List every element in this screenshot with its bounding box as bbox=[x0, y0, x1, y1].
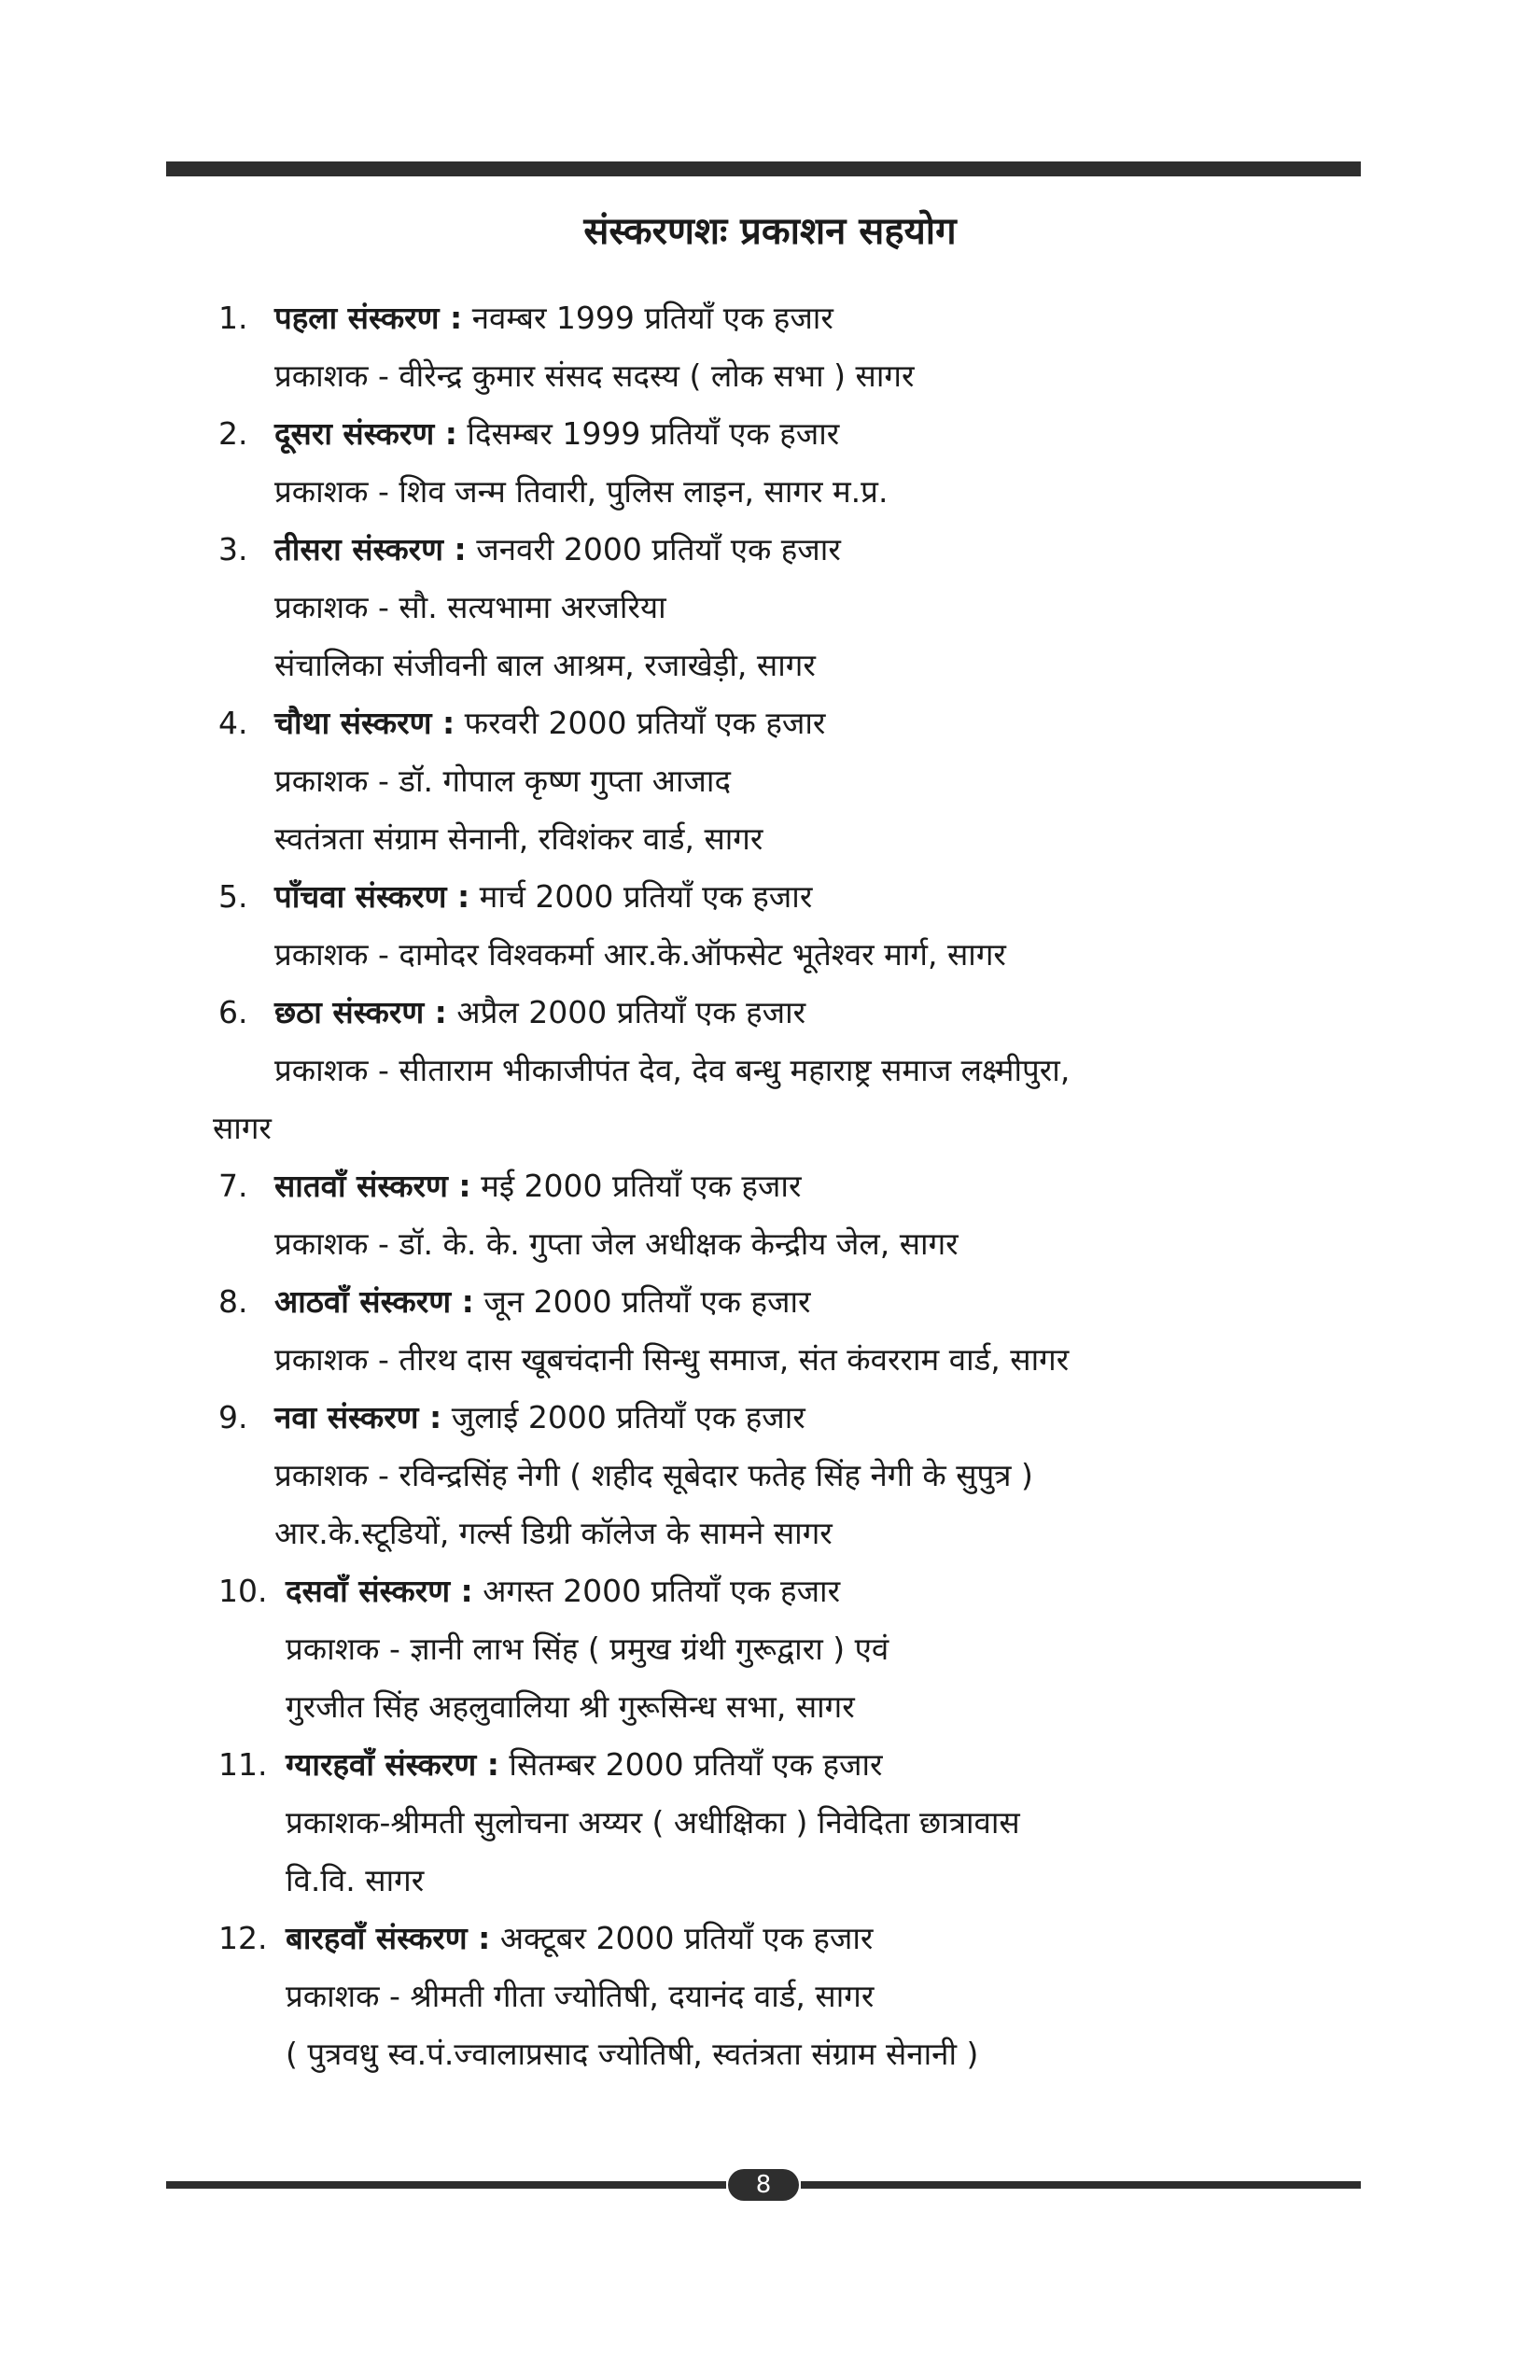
entry-detail: प्रकाशक - रविन्द्रसिंह नेगी ( शहीद सूबेदार फतेह सिंह नेगी के सुपुत्र ) bbox=[274, 1457, 1033, 1493]
entry-info: दिसम्बर 1999 प्रतियाँ एक हजार bbox=[467, 415, 840, 452]
entry-info: मई 2000 प्रतियाँ एक हजार bbox=[481, 1168, 802, 1204]
edition-entry-7 bbox=[218, 1157, 1338, 1273]
entry-number: 2. bbox=[218, 415, 248, 452]
edition-entry-2 bbox=[218, 405, 1338, 521]
footer-rule-right bbox=[801, 2181, 1361, 2189]
entry-info: जून 2000 प्रतियाँ एक हजार bbox=[483, 1283, 811, 1320]
entry-title: दसवाँ संस्करण : bbox=[286, 1573, 473, 1609]
entry-title: तीसरा संस्करण : bbox=[274, 531, 467, 567]
entry-detail: स्वतंत्रता संग्राम सेनानी, रविशंकर वार्ड, सागर bbox=[274, 820, 763, 857]
entry-detail: संचालिका संजीवनी बाल आश्रम, रजाखेड़ी, सागर bbox=[274, 647, 816, 683]
entry-detail: प्रकाशक - डॉ. गोपाल कृष्ण गुप्ता आजाद bbox=[274, 763, 731, 799]
entry-title: आठवाँ संस्करण : bbox=[274, 1283, 474, 1320]
entry-detail-continuation: सागर bbox=[213, 1110, 272, 1146]
entry-info: मार्च 2000 प्रतियाँ एक हजार bbox=[479, 878, 813, 915]
edition-entry-6 bbox=[213, 984, 1338, 1157]
entry-number: 10. bbox=[218, 1573, 268, 1609]
entry-detail: गुरजीत सिंह अहलुवालिया श्री गुरूसिन्ध सभा, सागर bbox=[286, 1688, 855, 1725]
entry-title: पहला संस्करण : bbox=[274, 300, 463, 336]
entry-info: नवम्बर 1999 प्रतियाँ एक हजार bbox=[471, 300, 833, 336]
entry-detail: आर.के.स्टूडियों, गर्ल्स डिग्री कॉलेज के सामने सागर bbox=[274, 1515, 833, 1551]
entry-info: अगस्त 2000 प्रतियाँ एक हजार bbox=[483, 1573, 841, 1609]
entry-detail: प्रकाशक-श्रीमती सुलोचना अय्यर ( अधीक्षिका ) निवेदिता छात्रावास bbox=[286, 1804, 1020, 1841]
entry-title: बारहवाँ संस्करण : bbox=[286, 1920, 491, 1956]
entry-number: 4. bbox=[218, 705, 248, 741]
entry-info: सितम्बर 2000 प्रतियाँ एक हजार bbox=[509, 1746, 883, 1783]
entry-title: सातवाँ संस्करण : bbox=[274, 1168, 471, 1204]
footer-rule-left bbox=[166, 2181, 726, 2189]
entry-detail: प्रकाशक - श्रीमती गीता ज्योतिषी, दयानंद वार्ड, सागर bbox=[286, 1978, 875, 2014]
entry-number: 1. bbox=[218, 300, 248, 336]
entry-detail: ( पुत्रवधु स्व.पं.ज्वालाप्रसाद ज्योतिषी, स्वतंत्रता संग्राम सेनानी ) bbox=[286, 2036, 979, 2072]
entry-number: 8. bbox=[218, 1283, 248, 1320]
entry-info: फरवरी 2000 प्रतियाँ एक हजार bbox=[464, 705, 826, 741]
edition-list bbox=[213, 289, 1338, 2083]
page-number-badge: 8 bbox=[728, 2169, 799, 2201]
entry-detail: प्रकाशक - ज्ञानी लाभ सिंह ( प्रमुख ग्रंथी गुरूद्वारा ) एवं bbox=[286, 1631, 889, 1667]
entry-title: पाँचवा संस्करण : bbox=[274, 878, 470, 915]
entry-number: 9. bbox=[218, 1399, 248, 1435]
entry-number: 11. bbox=[218, 1746, 268, 1783]
entry-title: नवा संस्करण : bbox=[274, 1399, 442, 1435]
edition-entry-10 bbox=[218, 1562, 1338, 1736]
top-rule bbox=[166, 161, 1361, 176]
entry-detail: वि.वि. सागर bbox=[286, 1862, 425, 1898]
entry-title: ग्यारहवाँ संस्करण : bbox=[286, 1746, 499, 1783]
entry-number: 6. bbox=[218, 994, 248, 1030]
edition-entry-1 bbox=[218, 289, 1338, 405]
entry-detail: प्रकाशक - शिव जन्म तिवारी, पुलिस लाइन, सागर म.प्र. bbox=[274, 473, 889, 510]
entry-number: 3. bbox=[218, 531, 248, 567]
edition-entry-5 bbox=[218, 868, 1338, 984]
entry-title: चौथा संस्करण : bbox=[274, 705, 455, 741]
edition-entry-8 bbox=[218, 1273, 1338, 1389]
entry-number: 5. bbox=[218, 878, 248, 915]
entry-detail: प्रकाशक - सीताराम भीकाजीपंत देव, देव बन्धु महाराष्ट्र समाज लक्ष्मीपुरा, bbox=[274, 1052, 1071, 1088]
entry-detail: प्रकाशक - तीरथ दास खूबचंदानी सिन्धु समाज, संत कंवरराम वार्ड, सागर bbox=[274, 1341, 1070, 1378]
edition-entry-4 bbox=[218, 694, 1338, 868]
entry-info: जुलाई 2000 प्रतियाँ एक हजार bbox=[451, 1399, 805, 1435]
entry-title: दूसरा संस्करण : bbox=[274, 415, 457, 452]
entry-number: 12. bbox=[218, 1920, 268, 1956]
edition-entry-3 bbox=[218, 521, 1338, 694]
entry-detail: प्रकाशक - वीरेन्द्र कुमार संसद सदस्य ( लोक सभा ) सागर bbox=[274, 357, 915, 394]
entry-detail: प्रकाशक - सौ. सत्यभामा अरजरिया bbox=[274, 589, 666, 625]
edition-entry-11 bbox=[218, 1736, 1338, 1910]
edition-entry-12 bbox=[218, 1910, 1338, 2083]
edition-entry-9 bbox=[218, 1389, 1338, 1562]
entry-info: जनवरी 2000 प्रतियाँ एक हजार bbox=[476, 531, 841, 567]
page-heading: संस्करणशः प्रकाशन सहयोग bbox=[583, 210, 957, 253]
entry-info: अप्रैल 2000 प्रतियाँ एक हजार bbox=[456, 994, 806, 1030]
entry-detail: प्रकाशक - डॉ. के. के. गुप्ता जेल अधीक्षक केन्द्रीय जेल, सागर bbox=[274, 1225, 959, 1262]
entry-number: 7. bbox=[218, 1168, 248, 1204]
entry-detail: प्रकाशक - दामोदर विश्वकर्मा आर.के.ऑफसेट भूतेश्वर मार्ग, सागर bbox=[274, 936, 1006, 973]
entry-title: छठा संस्करण : bbox=[274, 994, 447, 1030]
entry-info: अक्टूबर 2000 प्रतियाँ एक हजार bbox=[499, 1920, 874, 1956]
